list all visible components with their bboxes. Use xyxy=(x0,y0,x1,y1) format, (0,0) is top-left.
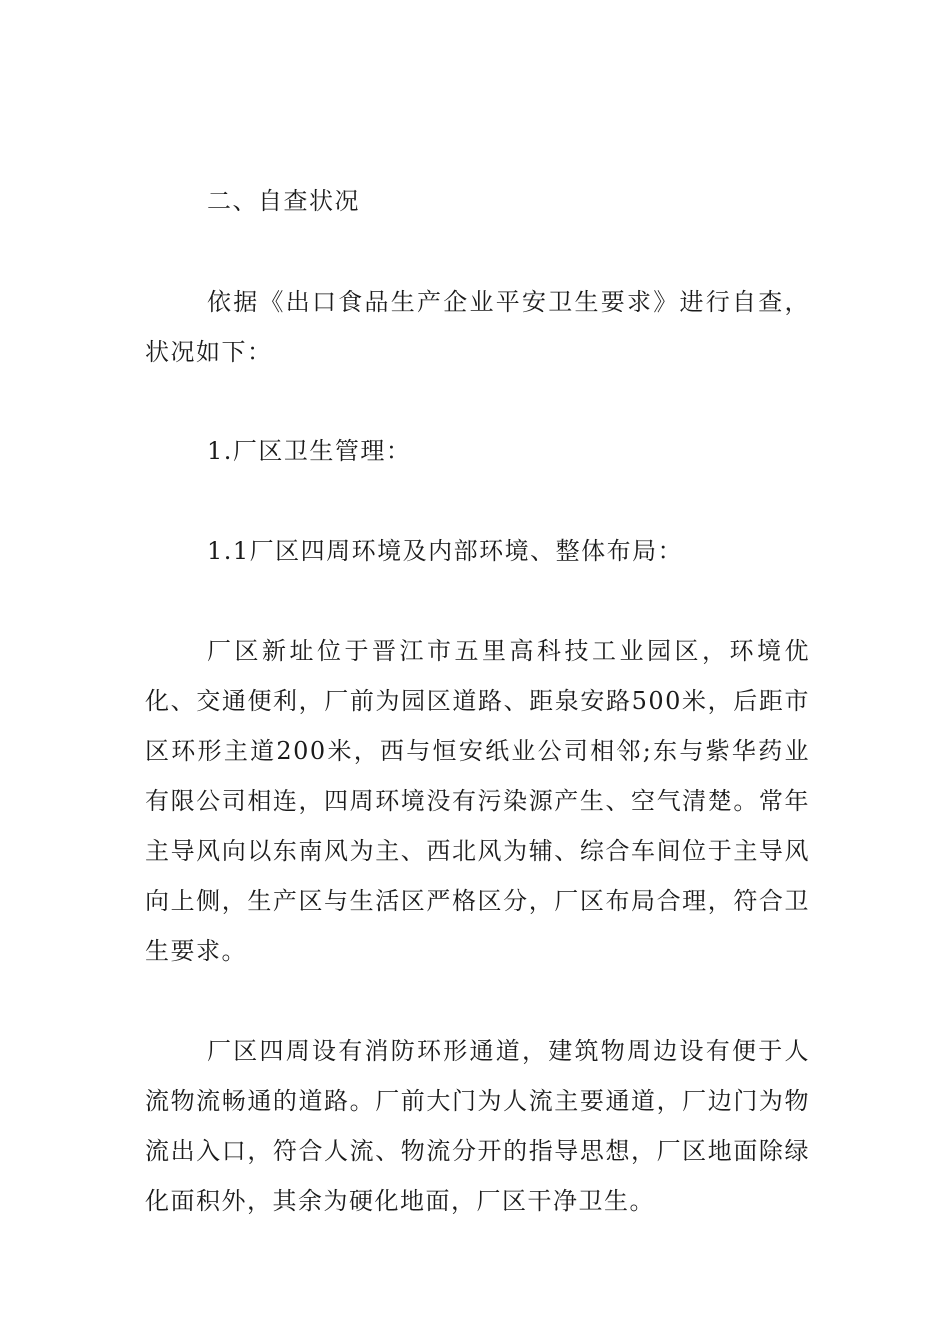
body-paragraph-roads: 厂区四周设有消防环形通道，建筑物周边设有便于人流物流畅通的道路。厂前大门为人流主要通道，厂边门为物流出入口，符合人流、物流分开的指导思想，厂区地面除绿化面积外，其余为硬化地面，厂区干净卫生。 xyxy=(145,1037,810,1215)
intro-paragraph: 依据《出口食品生产企业平安卫生要求》进行自查，状况如下： xyxy=(145,288,810,366)
body-paragraph-environment: 厂区新址位于晋江市五里高科技工业园区，环境优化、交通便利，厂前为园区道路、距泉安路500米，后距市区环形主道200米，西与恒安纸业公司相邻;东与紫华药业有限公司相连，四周环境没有污染源产生、空气清楚。常年主导风向以东南风为主、西北风为辅、综合车间位于主导风向上侧，生产区与生活区严格区分，厂区布局合理，符合卫生要求。 xyxy=(145,637,810,965)
sub-subsection-heading: 1.1厂区四周环境及内部环境、整体布局： xyxy=(207,537,684,565)
section-heading: 二、自查状况 xyxy=(207,187,360,215)
subsection-heading: 1.厂区卫生管理： xyxy=(207,437,412,465)
